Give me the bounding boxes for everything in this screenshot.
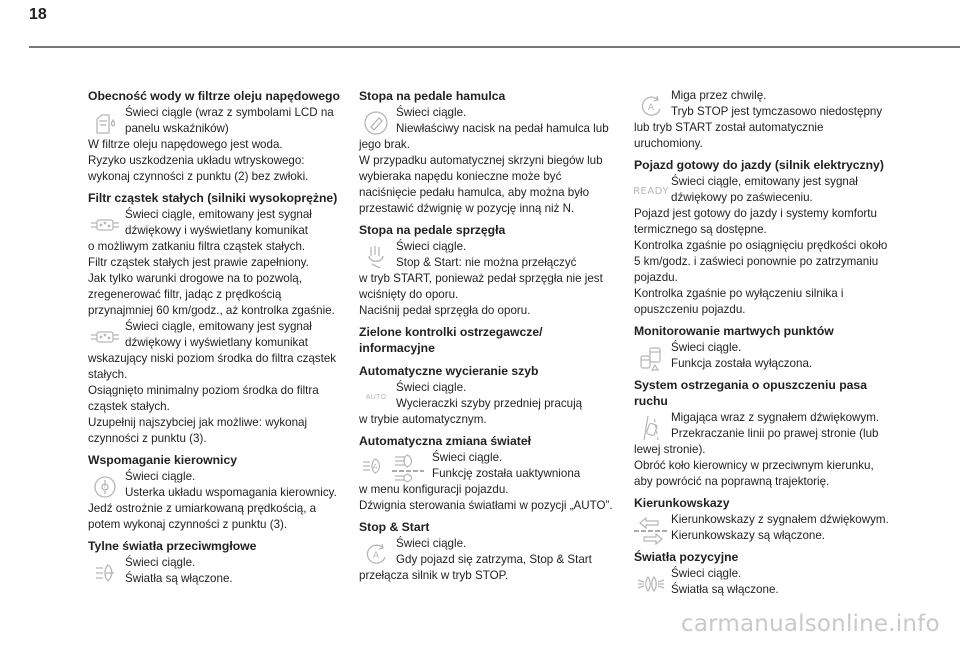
section-turn-signals	[634, 495, 894, 544]
indented-text: Świeci ciągle.	[396, 381, 467, 394]
section-rear-fog	[88, 538, 348, 587]
column-middle	[359, 88, 619, 589]
body-text: Kontrolka zgaśnie po osiągnięciu prędkości około 5 km/godz. i zaświeci ponownie po zatrzymaniu pojazdu.	[634, 239, 888, 284]
indented-text: Świeci ciągle (wraz z symbolami LCD na panelu wskaźników)	[125, 106, 334, 135]
blind-spot-icon	[634, 344, 668, 372]
body-text: Obróć koło kierownicy w przeciwnym kierunku, aby powrócić na poprawną trajektorię.	[634, 459, 874, 488]
particle-filter-icon	[88, 323, 122, 351]
section-blind-spot	[634, 323, 894, 372]
indented-text: Świeci ciągle.	[671, 567, 742, 580]
body-text: jego brak.	[359, 138, 410, 151]
body-text: Naciśnij pedał sprzęgła do oporu.	[359, 304, 531, 317]
lane-departure-icon	[634, 414, 668, 442]
body-text: Osiągnięto minimalny poziom środka do filtra cząstek stałych.	[88, 384, 319, 413]
body-text: Jak tylko warunki drogowe na to pozwolą, zregenerować filtr, jadąc z prędkością przynajmniej 60 km/godz., aż kontrolka zgaśnie.	[88, 272, 335, 317]
indented-text: Niewłaściwy nacisk na pedał hamulca lub	[396, 122, 609, 135]
body-text: w tryb START, ponieważ pedał sprzęgła nie jest wciśnięty do oporu.	[359, 272, 603, 301]
section-side-lights	[634, 549, 894, 598]
section-heading: Zielone kontrolki ostrzegawcze/ informacyjne	[359, 325, 543, 355]
section-title: Stopa na pedale sprzęgła	[359, 223, 506, 237]
stop-start-flashing-icon	[634, 92, 668, 120]
indented-text: Miga przez chwilę.	[671, 89, 767, 102]
section-lane-departure	[634, 377, 894, 490]
section-title: System ostrzegania o opuszczeniu pasa ruchu	[634, 378, 867, 408]
watermark: carmanualsonline.info	[681, 611, 940, 637]
side-lights-icon	[634, 570, 668, 598]
section-auto-lighting	[359, 433, 619, 514]
body-text: Dźwignia sterowania światłami w pozycji „AUTO”.	[359, 499, 613, 512]
section-title: Pojazd gotowy do jazdy (silnik elektryczny)	[634, 158, 884, 172]
indented-text: Świeci ciągle.	[125, 556, 196, 569]
foot-brake-icon	[359, 109, 393, 137]
indented-text: Światła są włączone.	[671, 583, 779, 596]
body-text: w menu konfiguracji pojazdu.	[359, 483, 509, 496]
body-text: Kierunkowskazy są włączone.	[671, 529, 826, 542]
indented-text: Świeci ciągle.	[125, 470, 196, 483]
body-text: Ryzyko uszkodzenia układu wtryskowego: wykonaj czynności z punktu (2) bez zwłoki.	[88, 154, 309, 183]
particle-filter-icon	[88, 211, 122, 239]
section-foot-brake	[359, 88, 619, 217]
section-title: Światła pozycyjne	[634, 550, 739, 564]
green-lights-heading	[359, 324, 619, 356]
auto-lighting-icon	[359, 454, 429, 482]
indented-text: Świeci ciągle.	[671, 341, 742, 354]
svg-text:A: A	[372, 551, 380, 561]
body-text: W filtrze oleju napędowego jest woda.	[88, 138, 283, 151]
body-text: w trybie automatycznym.	[359, 413, 487, 426]
section-ready	[634, 157, 894, 318]
stop-start-icon	[359, 540, 393, 568]
section-water-in-fuel	[88, 88, 348, 185]
section-title: Obecność wody w filtrze oleju napędowego	[88, 89, 340, 103]
svg-text:A: A	[647, 103, 655, 113]
indented-text: Stop & Start: nie można przełączyć	[396, 256, 577, 269]
turn-signals-icon	[634, 516, 668, 544]
body-text: wskazujący niski poziom środka do filtra cząstek stałych.	[88, 352, 337, 381]
body-text: Kontrolka zgaśnie po wyłączeniu silnika i opuszczeniu pojazdu.	[634, 287, 844, 316]
indented-text: Usterka układu wspomagania kierownicy.	[125, 486, 337, 499]
indented-text: Świeci ciągle, emitowany jest sygnał dźwiękowy i wyświetlany komunikat	[125, 320, 312, 349]
indented-text: Świeci ciągle.	[396, 106, 467, 119]
body-text: Filtr cząstek stałych jest prawie zapełniony.	[88, 256, 309, 269]
body-text: Uzupełnij najszybciej jak możliwe: wykonaj czynności z punktu (3).	[88, 416, 308, 445]
body-text: lub tryb START został automatycznie uruchomiony.	[634, 121, 824, 150]
section-title: Monitorowanie martwych punktów	[634, 324, 834, 338]
indented-text: Wycieraczki szyby przedniej pracują	[396, 397, 583, 410]
column-left	[88, 88, 348, 592]
section-title: Kierunkowskazy	[634, 496, 730, 510]
auto-wipe-icon	[359, 384, 393, 412]
body-text: przełącza silnik w tryb STOP.	[359, 569, 509, 582]
indented-text: Funkcja została wyłączona.	[671, 357, 813, 370]
svg-text:A: A	[372, 463, 378, 471]
section-auto-wipe	[359, 363, 619, 428]
section-title: Filtr cząstek stałych (silniki wysokoprężne)	[88, 191, 338, 205]
rear-fog-icon	[88, 559, 122, 587]
section-particle-filter	[88, 190, 348, 447]
water-in-fuel-icon	[88, 109, 122, 137]
ready-icon-label: READY	[633, 186, 669, 197]
auto-wipe-icon-label: AUTO	[365, 394, 387, 401]
section-title: Stop & Start	[359, 520, 430, 534]
indented-text: Tryb STOP jest tymczasowo niedostępny	[671, 105, 883, 118]
section-title: Wspomaganie kierownicy	[88, 453, 237, 467]
section-title: Stopa na pedale hamulca	[359, 89, 506, 103]
body-text: o możliwym zatkaniu filtra cząstek stałych.	[88, 240, 306, 253]
body-text: W przypadku automatycznej skrzyni biegów lub wybieraka napędu konieczne może być naciśnięcie pedału hamulca, aby można było przestawić dźwignię w pozycję inną niż N.	[359, 154, 603, 215]
column-right	[634, 88, 894, 603]
section-power-steering	[88, 452, 348, 533]
indented-text: Funkcję została uaktywniona	[432, 467, 581, 480]
indented-text: Świeci ciągle.	[396, 537, 467, 550]
header-rule	[29, 46, 960, 48]
indented-text: Przekraczanie linii po prawej stronie (lub	[671, 427, 879, 440]
power-steering-icon	[88, 473, 122, 501]
page-number: 18	[29, 6, 47, 23]
indented-text: Świeci ciągle.	[432, 451, 503, 464]
section-title: Automatyczne wycieranie szyb	[359, 364, 539, 378]
section-stop-start	[359, 519, 619, 584]
ready-icon	[634, 178, 668, 206]
indented-text: Świeci ciągle, emitowany jest sygnał dźwiękowy i wyświetlany komunikat	[125, 208, 312, 237]
indented-text: Światła są włączone.	[125, 572, 233, 585]
section-foot-clutch	[359, 222, 619, 319]
svg-text:!: !	[103, 483, 107, 492]
section-stop-start-flashing	[634, 88, 894, 152]
section-title: Tylne światła przeciwmgłowe	[88, 539, 257, 553]
indented-text: Migająca wraz z sygnałem dźwiękowym.	[671, 411, 880, 424]
body-text: Pojazd jest gotowy do jazdy i systemy komfortu termicznego są dostępne.	[634, 207, 877, 236]
indented-text: Świeci ciągle, emitowany jest sygnał dźwiękowy po zaświeceniu.	[671, 175, 858, 204]
indented-text: Świeci ciągle.	[396, 240, 467, 253]
body-text: Jedź ostrożnie z umiarkowaną prędkością, a potem wykonaj czynności z punktu (3).	[88, 502, 317, 531]
indented-text: Gdy pojazd się zatrzyma, Stop & Start	[396, 553, 592, 566]
indented-text: Kierunkowskazy z sygnałem dźwiękowym.	[671, 513, 889, 526]
body-text: lewej stronie).	[634, 443, 706, 456]
foot-clutch-icon	[359, 243, 393, 271]
section-title: Automatyczna zmiana świateł	[359, 434, 532, 448]
